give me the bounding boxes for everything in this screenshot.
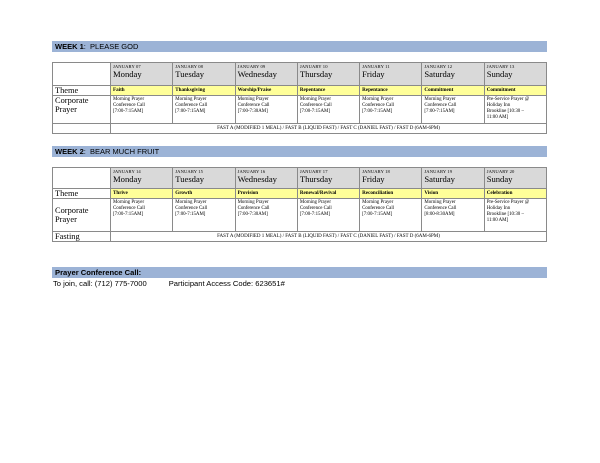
day-header-sunday (484, 168, 546, 189)
day-prayer (297, 96, 359, 124)
prayer-line: Holiday Inn (486, 103, 511, 108)
day-theme: Thrive (111, 189, 173, 199)
prayer-line: Conference Call (362, 206, 395, 211)
prayer-line: Conference Call (237, 206, 270, 211)
day-date: JANUARY 18 (362, 169, 390, 174)
fasting-options: FAST A (MODIFIED 1 MEAL) / FAST B (LIQUID FAST) / FAST C (DANIEL FAST) / FAST D (6AM-6PM) (111, 232, 547, 242)
prayer-line: [7:00-7:15AM] (299, 212, 330, 217)
prayer-line: Conference Call (299, 206, 332, 211)
prayer-line: [8:00-8:30AM] (424, 212, 455, 217)
day-theme: Provision (235, 189, 297, 199)
day-name: Monday (113, 69, 142, 79)
prayer-line: Morning Prayer (237, 200, 269, 205)
conference-access-code: Participant Access Code: 623651# (168, 279, 285, 288)
day-theme: Vision (422, 189, 484, 199)
prayer-line: Conference Call (175, 103, 208, 108)
day-prayer (422, 96, 484, 124)
prayer-line: [7:00-7:15AM] (362, 109, 393, 114)
day-theme: Growth (173, 189, 235, 199)
week2-fasting-row (53, 232, 547, 242)
day-header-tuesday (173, 168, 235, 189)
week1-heading: WEEK 1: PLEASE GOD (52, 41, 547, 52)
prayer-line: Brookline [10:30 – (486, 212, 524, 217)
day-name: Sunday (486, 69, 513, 79)
prayer-line: Pre-Service Prayer @ (486, 97, 530, 102)
day-date: JANUARY 10 (299, 64, 328, 69)
day-date: JANUARY 12 (424, 64, 453, 69)
day-header-sunday (484, 63, 546, 86)
day-date: JANUARY 09 (237, 64, 266, 69)
day-theme: Reconciliation (360, 189, 422, 199)
day-date: JANUARY 13 (486, 64, 515, 69)
prayer-line: [7:00-7:30AM] (237, 212, 268, 217)
prayer-line: Conference Call (424, 103, 457, 108)
day-header-monday (111, 168, 173, 189)
fasting-label: Fasting (53, 232, 111, 242)
week2-table (52, 167, 547, 242)
week2-heading: WEEK 2: BEAR MUCH FRUIT (52, 146, 547, 157)
day-prayer (422, 199, 484, 232)
prayer-line: Morning Prayer (362, 97, 394, 102)
prayer-line: [7:00-7:15AM] (175, 109, 206, 114)
theme-label: Theme (53, 189, 111, 199)
prayer-line: Morning Prayer (175, 200, 207, 205)
conference-details (53, 279, 285, 288)
day-date: JANUARY 07 (113, 64, 141, 69)
day-name: Friday (362, 174, 385, 184)
prayer-line: Conference Call (424, 206, 457, 211)
day-prayer (360, 96, 422, 124)
prayer-line: Conference Call (362, 103, 395, 108)
day-name: Wednesday (237, 174, 277, 184)
day-header-thursday (297, 168, 359, 189)
day-name: Thursday (299, 174, 333, 184)
prayer-line: [7:00-7:15AM] (175, 212, 206, 217)
week2-header-row (53, 168, 547, 189)
fasting-options: FAST A (MODIFIED 1 MEAL) / FAST B (LIQUID FAST) / FAST C (DANIEL FAST) / FAST D (6AM-6PM) (111, 124, 547, 134)
prayer-line: Morning Prayer (113, 97, 145, 102)
week1-fasting-row (53, 124, 547, 134)
prayer-line: Morning Prayer (424, 97, 456, 102)
day-date: JANUARY 08 (175, 64, 204, 69)
day-name: Tuesday (175, 174, 205, 184)
day-theme: Repentance (297, 86, 359, 96)
day-header-thursday (297, 63, 359, 86)
prayer-line: Pre-Service Prayer @ (486, 200, 530, 205)
week1-prayer-row (53, 96, 547, 124)
day-header-friday (360, 168, 422, 189)
prayer-line: Morning Prayer (424, 200, 456, 205)
prayer-line: 11:00 AM] (486, 115, 509, 120)
week1-header-row (53, 63, 547, 86)
prayer-line: Conference Call (113, 103, 145, 108)
day-prayer (173, 199, 235, 232)
day-prayer (484, 199, 546, 232)
prayer-line: [7:00-7:15AM] (362, 212, 393, 217)
day-name: Monday (113, 174, 142, 184)
day-prayer (297, 199, 359, 232)
day-name: Wednesday (237, 69, 277, 79)
prayer-line: Morning Prayer (299, 200, 331, 205)
day-name: Saturday (424, 69, 455, 79)
day-name: Saturday (424, 174, 455, 184)
day-date: JANUARY 11 (362, 64, 390, 69)
day-theme: Celebration (484, 189, 546, 199)
day-header-saturday (422, 168, 484, 189)
day-date: JANUARY 20 (486, 169, 515, 174)
day-theme: Commitment (422, 86, 484, 96)
day-header-wednesday (235, 168, 297, 189)
day-prayer (235, 96, 297, 124)
prayer-line: Conference Call (237, 103, 270, 108)
prayer-line: Morning Prayer (299, 97, 331, 102)
day-name: Thursday (299, 69, 333, 79)
prayer-line: [7:00-7:15AM] (113, 109, 144, 114)
prayer-line: Morning Prayer (175, 97, 207, 102)
week1-table (52, 62, 547, 134)
day-prayer (173, 96, 235, 124)
prayer-line: [7:00-7:30AM] (237, 109, 268, 114)
corporate-prayer-label: Corporate Prayer (53, 199, 111, 232)
prayer-line: 11:00 AM] (486, 218, 509, 223)
day-header-monday (111, 63, 173, 86)
day-date: JANUARY 19 (424, 169, 453, 174)
conference-phone: To join, call: (712) 775-7000 (53, 279, 147, 288)
day-name: Friday (362, 69, 385, 79)
week1-theme-row (53, 86, 547, 96)
day-theme: Renewal/Revival (297, 189, 359, 199)
day-date: JANUARY 16 (237, 169, 266, 174)
day-header-tuesday (173, 63, 235, 86)
day-prayer (360, 199, 422, 232)
day-date: JANUARY 14 (113, 169, 141, 174)
prayer-line: Conference Call (175, 206, 208, 211)
theme-label: Theme (53, 86, 111, 96)
day-name: Tuesday (175, 69, 205, 79)
prayer-line: Holiday Inn (486, 206, 511, 211)
prayer-line: [7:00-7:15AM] (299, 109, 330, 114)
prayer-line: Morning Prayer (113, 200, 145, 205)
corporate-prayer-label: Corporate Prayer (53, 96, 111, 124)
day-theme: Commitment (484, 86, 546, 96)
day-name: Sunday (486, 174, 513, 184)
day-prayer (111, 96, 173, 124)
day-theme: Thanksgiving (173, 86, 235, 96)
prayer-line: Morning Prayer (237, 97, 269, 102)
conference-heading: Prayer Conference Call: (52, 267, 547, 278)
prayer-line: Conference Call (113, 206, 145, 211)
week2-prayer-row (53, 199, 547, 232)
prayer-line: Morning Prayer (362, 200, 394, 205)
day-prayer (235, 199, 297, 232)
day-theme: Worship/Praise (235, 86, 297, 96)
day-prayer (111, 199, 173, 232)
day-prayer (484, 96, 546, 124)
prayer-line: [7:00-7:15AM] (424, 109, 455, 114)
day-date: JANUARY 15 (175, 169, 204, 174)
day-date: JANUARY 17 (299, 169, 328, 174)
day-theme: Repentance (360, 86, 422, 96)
day-header-friday (360, 63, 422, 86)
prayer-line: Brookline [10:30 – (486, 109, 524, 114)
day-header-saturday (422, 63, 484, 86)
prayer-line: [7:00-7:15AM] (113, 212, 144, 217)
day-theme: Faith (111, 86, 173, 96)
prayer-line: Conference Call (299, 103, 332, 108)
day-header-wednesday (235, 63, 297, 86)
week2-theme-row (53, 189, 547, 199)
